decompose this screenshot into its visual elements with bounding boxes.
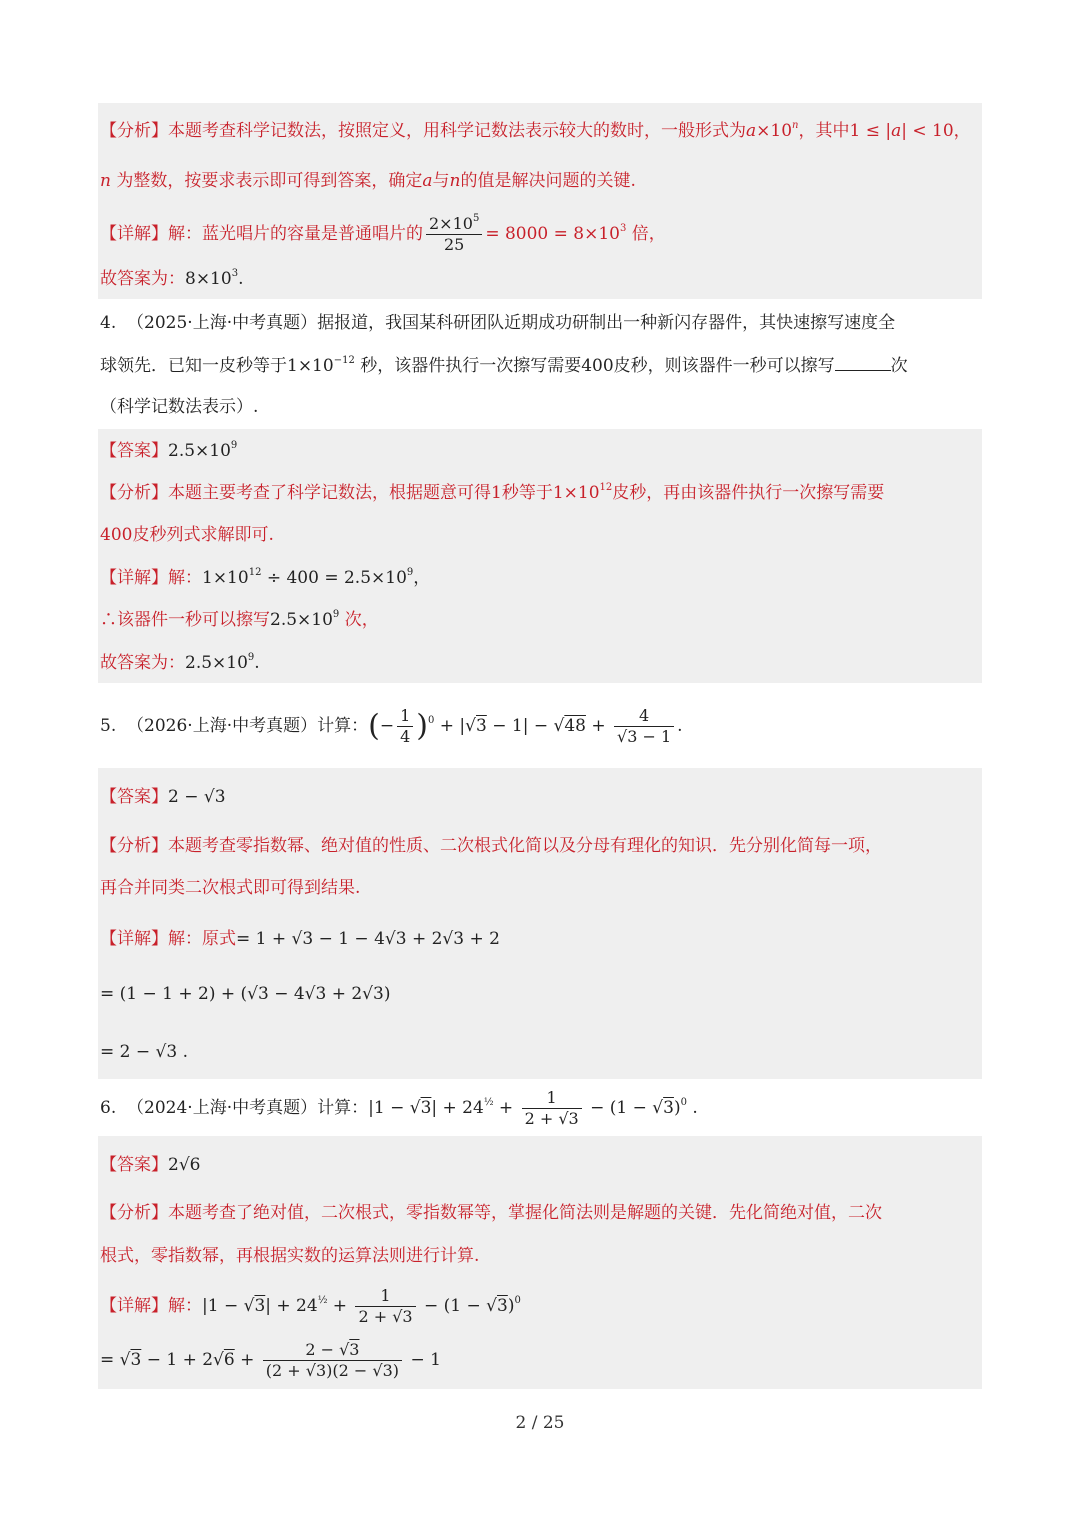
q4-stem-line2: 球领先．已知一皮秒等于$1\times 10^{-12}$ 秒，该器件执行一次擦写需要400皮秒，则该器件一秒可以擦写 次 [100, 355, 908, 376]
fraction: $\frac{2\times 10^5}{25}$ [426, 214, 482, 255]
answer-label: 【答案】 [100, 787, 168, 807]
analysis-label: 【分析】 [100, 121, 168, 141]
fraction: $\frac{2 - √3}{(2 + √3)(2 - √3)}$ [263, 1340, 402, 1381]
q4-detail-line2: ∴该器件一秒可以擦写$2.5\times 10^9$ 次， [100, 609, 379, 630]
q5-stem: 5. （2026·上海·中考真题）计算：(− $\frac{1}{4}$ )$^0$ + |√3 − 1| − √48 + $\frac{4}{√3 - 1}$ . [100, 706, 683, 746]
answer-label: 【答案】 [100, 1155, 168, 1175]
q3-detail-line: 【详解】解：蓝光唱片的容量是普通唱片的 $\frac{2\times 10^5}{25}$ = $8000 = 8\times 10^3$ 倍， [100, 213, 666, 254]
analysis-label: 【分析】 [100, 1203, 168, 1223]
q3-analysis-line2: n 为整数，按要求表示即可得到答案，确定a与n的值是解决问题的关键. [100, 171, 636, 191]
q4-final-answer: 故答案为：$2.5\times 10^9$. [100, 652, 260, 673]
fraction: $\frac{4}{√3 - 1}$ [614, 706, 674, 747]
fraction: $\frac{1}{2 + √3}$ [522, 1088, 582, 1129]
detail-label: 【详解】 [100, 929, 168, 949]
detail-label: 【详解】 [100, 1296, 168, 1316]
q4-stem-line3: （科学记数法表示）. [100, 397, 259, 417]
q3-analysis-line1: 【分析】本题考查科学记数法，按照定义，用科学记数法表示较大的数时，一般形式为$a\times 10^n$，其中1 ≤ |a| < 10， [100, 120, 971, 141]
q6-detail-line2: = √3 − 1 + 2√6 + $\frac{2 - √3}{(2 + √3)(2 - √3)}$ − 1 [100, 1340, 441, 1380]
q6-detail-line1: 【详解】解：$|1 - √3| + 24^{\frac{1}{2}}$ + $\frac{1}{2 + √3}$ − $(1 - √3)^0$ [100, 1286, 521, 1326]
q6-analysis-line1: 【分析】本题考查了绝对值，二次根式，零指数幂等，掌握化简法则是解题的关键．先化简绝对值，二次 [100, 1203, 882, 1223]
q4-analysis-line1: 【分析】本题主要考查了科学记数法，根据题意可得1秒等于$1\times 10^{12}$皮秒，再由该器件执行一次擦写需要 [100, 482, 885, 503]
q3-final-answer: 故答案为：$8\times 10^3$. [100, 268, 244, 289]
q6-answer: 【答案】2√6 [100, 1155, 201, 1175]
q4-detail-line1: 【详解】解：$1\times 10^{12} \div 400 = 2.5\times 10^9$， [100, 567, 431, 588]
q5-step2: = (1 − 1 + 2) + (√3 − 4√3 + 2√3) [100, 984, 391, 1004]
q5-answer: 【答案】2 − √3 [100, 787, 226, 807]
fraction: $\frac{1}{2 + √3}$ [355, 1286, 415, 1327]
q5-analysis-line2: 再合并同类二次根式即可得到结果. [100, 878, 361, 898]
fraction: $\frac{1}{4}$ [397, 706, 413, 747]
q4-analysis-line2: 400皮秒列式求解即可. [100, 525, 274, 545]
q4-stem-line1: 4. （2025·上海·中考真题）据报道，我国某科研团队近期成功研制出一种新闪存器件，其快速擦写速度全 [100, 313, 896, 333]
q6-stem: 6. （2024·上海·中考真题）计算：$|1 - √3| + 24^{\frac{1}{2}}$ + $\frac{1}{2 + √3}$ − $(1 - √3)^0$ . [100, 1088, 698, 1128]
q5-analysis-line1: 【分析】本题考查零指数幂、绝对值的性质、二次根式化简以及分母有理化的知识．先分别化简每一项， [100, 836, 882, 856]
q5-detail-line1: 【详解】解：原式= 1 + √3 − 1 − 4√3 + 2√3 + 2 [100, 929, 500, 949]
answer-blank [835, 354, 891, 371]
q5-step3: = 2 − √3 . [100, 1042, 188, 1062]
answer-label: 【答案】 [100, 441, 168, 461]
q6-analysis-line2: 根式，零指数幂，再根据实数的运算法则进行计算. [100, 1246, 480, 1266]
q4-answer: 【答案】$2.5\times 10^9$ [100, 440, 238, 461]
page-number: 2 / 25 [515, 1413, 565, 1433]
detail-label: 【详解】 [100, 568, 168, 588]
q5-solution-box [98, 768, 982, 1079]
analysis-label: 【分析】 [100, 836, 168, 856]
q4-solution-box [98, 429, 982, 683]
detail-label: 【详解】 [100, 224, 168, 244]
analysis-label: 【分析】 [100, 483, 168, 503]
